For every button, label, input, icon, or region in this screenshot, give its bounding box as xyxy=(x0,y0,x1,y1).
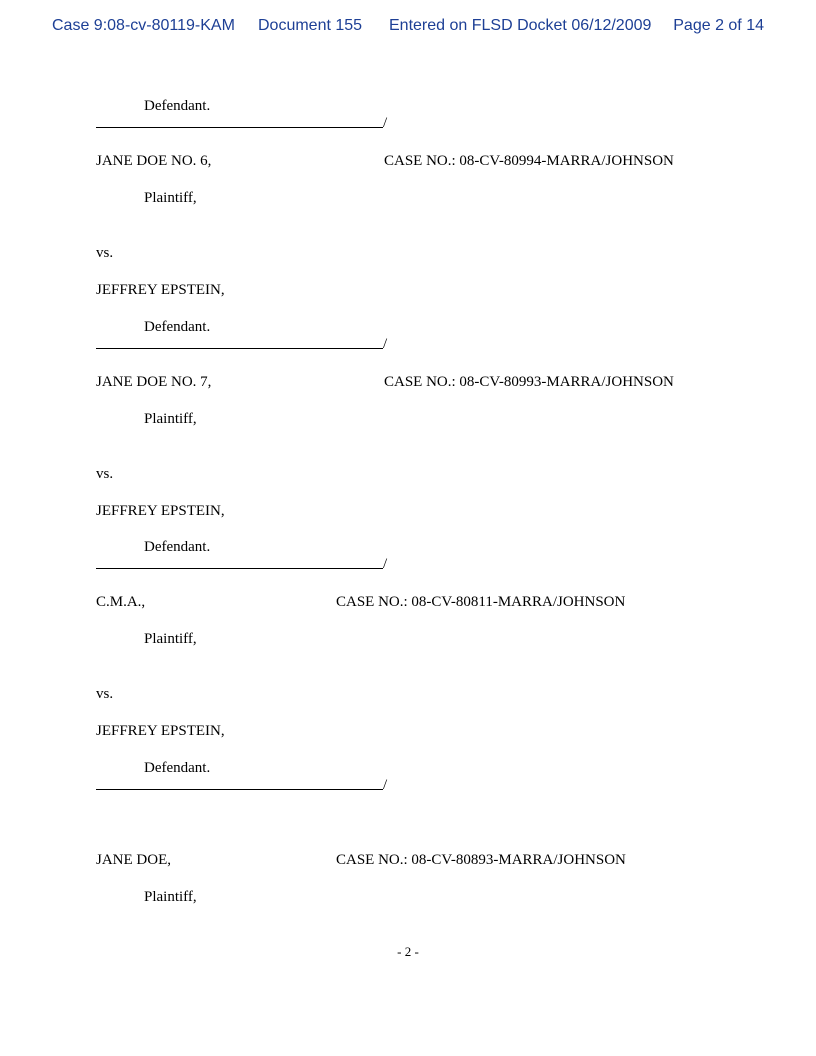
caption-signature-line xyxy=(96,127,383,128)
docket-entered-date: Entered on FLSD Docket 06/12/2009 xyxy=(389,17,652,34)
defendant-label: Defendant. xyxy=(144,539,211,555)
case-number: CASE NO.: 08-CV-80811-MARRA/JOHNSON xyxy=(336,594,626,610)
plaintiff-party-name: C.M.A., xyxy=(96,594,146,610)
defendant-party-name: JEFFREY EPSTEIN, xyxy=(96,723,225,739)
defendant-party-name: JEFFREY EPSTEIN, xyxy=(96,282,225,298)
caption-slash: / xyxy=(383,556,388,572)
case-number: CASE NO.: 08-CV-80993-MARRA/JOHNSON xyxy=(384,374,674,390)
plaintiff-label: Plaintiff, xyxy=(144,889,197,905)
caption-signature-line xyxy=(96,568,383,569)
defendant-label: Defendant. xyxy=(144,98,211,114)
docket-header xyxy=(52,17,764,39)
caption-slash: / xyxy=(383,115,388,131)
caption-signature-line xyxy=(96,348,383,349)
defendant-label: Defendant. xyxy=(144,319,211,335)
versus-label: vs. xyxy=(96,245,114,261)
case-number: CASE NO.: 08-CV-80994-MARRA/JOHNSON xyxy=(384,153,674,169)
plaintiff-label: Plaintiff, xyxy=(144,190,197,206)
case-number: CASE NO.: 08-CV-80893-MARRA/JOHNSON xyxy=(336,852,626,868)
caption-signature-line xyxy=(96,789,383,790)
plaintiff-label: Plaintiff, xyxy=(144,411,197,427)
plaintiff-label: Plaintiff, xyxy=(144,631,197,647)
versus-label: vs. xyxy=(96,466,114,482)
docket-document-number: Document 155 xyxy=(258,17,363,34)
docket-case-number: Case 9:08-cv-80119-KAM xyxy=(52,17,235,34)
plaintiff-party-name: JANE DOE, xyxy=(96,852,171,868)
plaintiff-party-name: JANE DOE NO. 7, xyxy=(96,374,212,390)
versus-label: vs. xyxy=(96,686,114,702)
defendant-party-name: JEFFREY EPSTEIN, xyxy=(96,503,225,519)
caption-slash: / xyxy=(383,777,388,793)
plaintiff-party-name: JANE DOE NO. 6, xyxy=(96,153,212,169)
page-number: - 2 - xyxy=(397,944,419,959)
docket-page-count: Page 2 of 14 xyxy=(673,17,764,34)
defendant-label: Defendant. xyxy=(144,760,211,776)
caption-slash: / xyxy=(383,336,388,352)
